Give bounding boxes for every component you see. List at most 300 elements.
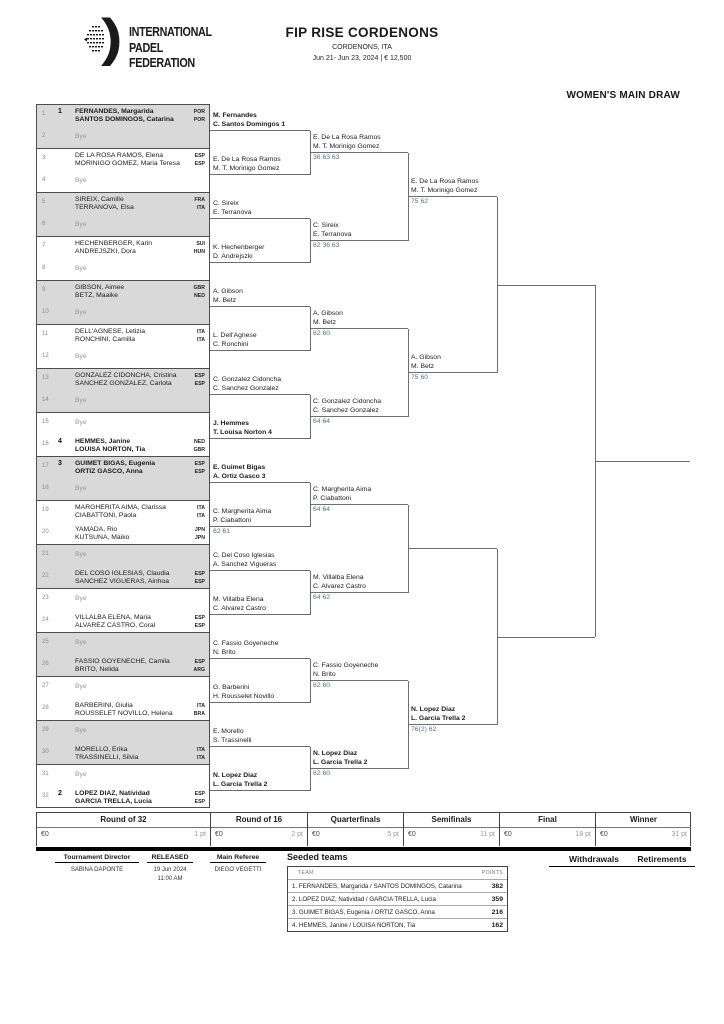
- r16-entry: [210, 243, 310, 263]
- advancing-team: L. Dell'Agnese C. Ronchini: [213, 332, 257, 348]
- result-line: [210, 350, 310, 351]
- team-names: BARBERINI, Giulia ROUSSELET NOVILLO, Helena: [75, 701, 173, 718]
- advancing-team: M. Fernandes C. Santos Domingos 1: [213, 112, 286, 128]
- match-score: 64 64: [313, 506, 331, 513]
- slot-number: 23: [42, 595, 49, 601]
- bye-label: Bye: [75, 133, 87, 140]
- result-line: [408, 548, 497, 549]
- advancing-team: E. De La Rosa Ramos M. T. Morinigo Gomez: [313, 134, 381, 150]
- r32-pair-group: [36, 544, 210, 589]
- seed-number: 1: [58, 108, 62, 115]
- legend-column: [36, 813, 210, 846]
- advancing-team: K. Hechenberger D. Andrejszki: [213, 244, 265, 260]
- team-names: GONZALEZ CIDONCHA, Cristina SANCHEZ GONZALEZ, Carlota: [75, 371, 177, 388]
- bye-label: Bye: [75, 727, 87, 734]
- final-line: [497, 637, 595, 638]
- qf-entry: [310, 397, 408, 425]
- legend-round-label: Round of 32: [100, 815, 147, 824]
- country-codes: ITA ITA: [197, 328, 205, 344]
- r32-team-slot: [37, 699, 209, 721]
- slot-number: 18: [42, 485, 49, 491]
- result-line: [210, 130, 310, 131]
- team-names: YAMADA, Rio KUTSUNA, Maiko: [75, 525, 130, 542]
- r32-pair-group: [36, 632, 210, 677]
- country-codes: ESP ESP: [194, 790, 205, 806]
- released-time: 11:00 AM: [157, 876, 183, 882]
- result-line: [210, 746, 310, 747]
- legend-divider: [37, 827, 210, 828]
- legend-points: 18 pt: [575, 831, 591, 838]
- legend-divider: [500, 827, 595, 828]
- advancing-team: N. Lopez Diaz L. Garcia Trella 2: [411, 706, 466, 722]
- bye-label: Bye: [75, 221, 87, 228]
- r16-entry: [210, 727, 310, 747]
- r32-team-slot: [37, 501, 209, 523]
- result-line: [210, 262, 310, 263]
- advancing-team: C. Gonzalez Cidoncha C. Sanchez Gonzalez: [213, 376, 282, 392]
- slot-number: 31: [42, 771, 49, 777]
- country-codes: GBR NED: [193, 284, 205, 300]
- draw-title: WOMEN'S MAIN DRAW: [566, 90, 680, 101]
- match-score: 64 64: [313, 418, 331, 425]
- r32-pair-group: [36, 368, 210, 413]
- r32-pair-group: [36, 148, 210, 193]
- r32-bye-slot: [37, 303, 209, 325]
- legend-round-label: Round of 16: [235, 815, 283, 824]
- r32-team-slot: [37, 435, 209, 457]
- advancing-team: C. Sireix E. Terranova: [313, 222, 352, 238]
- advancing-team: C. Gonzalez Cidoncha C. Sanchez Gonzalez: [313, 398, 382, 414]
- connector-qf: [408, 681, 409, 769]
- advancing-team: M. Villalba Elena C. Alvarez Castro: [313, 574, 366, 590]
- legend-points: 11 pt: [479, 831, 495, 838]
- r32-bye-slot: [37, 589, 209, 611]
- advancing-team: A. Gibson M. Betz: [213, 288, 243, 304]
- seeded-team-name: 3. GUIMET BIGAS, Eugenia / ORTIZ GASCO, Anna: [292, 909, 435, 916]
- result-line: [210, 482, 310, 483]
- result-line: [210, 438, 310, 439]
- slot-number: 21: [42, 551, 49, 557]
- team-names: FASSIO GOYENECHE, Camila BRITO, Nelida: [75, 657, 170, 674]
- country-codes: NED GBR: [193, 438, 205, 454]
- bye-label: Bye: [75, 177, 87, 184]
- match-score: 62 61: [213, 528, 231, 535]
- seeded-table-header: [288, 867, 507, 879]
- legend-column: [210, 813, 307, 846]
- points-legend: [36, 812, 691, 846]
- r32-bye-slot: [37, 765, 209, 787]
- bye-label: Bye: [75, 595, 87, 602]
- slot-number: 26: [42, 661, 49, 667]
- r16-entry: [210, 595, 310, 615]
- r32-pair-group: [36, 588, 210, 633]
- legend-divider: [404, 827, 499, 828]
- r16-entry: [210, 639, 310, 659]
- r32-team-slot: [37, 325, 209, 347]
- r32-team-slot: [37, 567, 209, 589]
- sf-entry: [408, 177, 497, 205]
- slot-number: 24: [42, 617, 49, 623]
- r32-pair-group: [36, 456, 210, 501]
- r16-entry: [210, 683, 310, 703]
- seeded-team-name: 2. LOPEZ DIAZ, Natividad / GARCIA TRELLA, Lucia: [292, 896, 436, 903]
- r32-bye-slot: [37, 545, 209, 567]
- legend-prize: €0: [312, 831, 320, 838]
- r32-pair-group: [36, 412, 210, 457]
- result-line: [210, 174, 310, 175]
- seeded-team-points: 382: [491, 882, 503, 890]
- team-names: VILLALBA ELENA, Maria ALVAREZ CASTRO, Coral: [75, 613, 156, 630]
- country-codes: ITA ITA: [197, 504, 205, 520]
- main-referee-label: Main Referee: [210, 854, 266, 863]
- result-line: [310, 152, 408, 153]
- legend-prize: €0: [215, 831, 223, 838]
- legend-points: 5 pt: [387, 831, 399, 838]
- result-line: [210, 790, 310, 791]
- result-line: [210, 614, 310, 615]
- slot-number: 30: [42, 749, 49, 755]
- seeded-team-row: [288, 892, 507, 905]
- seeded-team-name: 4. HEMMES, Janine / LOUISA NORTON, Tia: [292, 922, 416, 929]
- r32-bye-slot: [37, 347, 209, 369]
- slot-number: 22: [42, 573, 49, 579]
- main-referee-name: DIEGO VEGETTI: [214, 867, 262, 873]
- team-names: DE LA ROSA RAMOS, Elena MORINIGO GOMEZ, Maria Teresa: [75, 151, 180, 168]
- result-line: [310, 680, 408, 681]
- legend-prize: €0: [600, 831, 608, 838]
- winner-line: [595, 461, 690, 462]
- r16-entry: [210, 331, 310, 351]
- divider-bar: [36, 847, 691, 851]
- match-score: 62 36 63: [313, 242, 340, 249]
- country-codes: ESP ARG: [193, 658, 205, 674]
- r16-entry: [210, 199, 310, 219]
- legend-column: [595, 813, 691, 846]
- match-score: 75 60: [411, 374, 429, 381]
- tournament-director-label: Tournament Director: [55, 854, 139, 863]
- advancing-team: J. Hemmes T. Louisa Norton 4: [213, 420, 272, 436]
- r32-pair-group: [36, 764, 210, 808]
- team-names: GIBSON, Aimee BETZ, Maaike: [75, 283, 125, 300]
- legend-column: [499, 813, 595, 846]
- r32-bye-slot: [37, 677, 209, 699]
- r32-team-slot: [37, 743, 209, 765]
- r32-pair-group: [36, 104, 210, 149]
- r32-pair-group: [36, 720, 210, 765]
- slot-number: 27: [42, 683, 49, 689]
- match-score: 62 60: [313, 330, 331, 337]
- r32-bye-slot: [37, 721, 209, 743]
- qf-entry: [310, 661, 408, 689]
- connector-qf: [408, 505, 409, 593]
- country-codes: ESP ESP: [194, 372, 205, 388]
- advancing-team: C. Fassio Goyeneche N. Brito: [213, 640, 279, 656]
- connector-r16: [310, 483, 311, 527]
- qf-entry: [310, 309, 408, 337]
- legend-column: [307, 813, 403, 846]
- r32-team-slot: [37, 281, 209, 303]
- slot-number: 25: [42, 639, 49, 645]
- match-score: 36 63 63: [313, 154, 340, 161]
- released-label: RELEASED: [147, 854, 193, 863]
- team-names: DEL COSO IGLESIAS, Claudia SANCHEZ VIGUERAS, Ainhoa: [75, 569, 170, 586]
- seeded-team-points: 359: [491, 895, 503, 903]
- team-column-header: TEAM: [298, 870, 314, 876]
- r32-team-slot: [37, 655, 209, 677]
- legend-points: 2 pt: [291, 831, 303, 838]
- tournament-location: CORDENONS, ITA: [332, 44, 392, 51]
- country-codes: FRA ITA: [194, 196, 205, 212]
- slot-number: 29: [42, 727, 49, 733]
- slot-number: 17: [42, 463, 49, 469]
- result-line: [310, 768, 408, 769]
- legend-round-label: Winner: [629, 815, 658, 824]
- seed-number: 3: [58, 460, 62, 467]
- r32-bye-slot: [37, 633, 209, 655]
- legend-points: 1 pt: [194, 831, 206, 838]
- country-codes: ESP ESP: [194, 152, 205, 168]
- seeded-team-points: 162: [491, 921, 503, 929]
- r32-team-slot: [37, 457, 209, 479]
- result-line: [210, 702, 310, 703]
- bye-label: Bye: [75, 309, 87, 316]
- result-line: [310, 592, 408, 593]
- released-date: 19 Jun 2024: [153, 867, 187, 873]
- withdrawals-label: Withdrawals: [549, 854, 639, 867]
- slot-number: 10: [42, 309, 49, 315]
- result-line: [310, 416, 408, 417]
- slot-number: 20: [42, 529, 49, 535]
- match-score: 76(2) 62: [411, 726, 437, 733]
- r16-entry: [210, 551, 310, 571]
- country-codes: ESP ESP: [194, 460, 205, 476]
- qf-entry: [310, 485, 408, 513]
- r32-team-slot: [37, 105, 209, 127]
- slot-number: 11: [42, 331, 49, 337]
- sf-entry: [408, 353, 497, 381]
- legend-round-label: Semifinals: [431, 815, 472, 824]
- slot-number: 16: [42, 441, 49, 447]
- r16-entry: [210, 463, 310, 483]
- bye-label: Bye: [75, 397, 87, 404]
- legend-prize: €0: [408, 831, 416, 838]
- seed-number: 2: [58, 790, 62, 797]
- legend-divider: [596, 827, 691, 828]
- result-line: [408, 372, 497, 373]
- team-names: FERNANDES, Margarida SANTOS DOMINGOS, Catarina: [75, 107, 174, 124]
- result-line: [310, 328, 408, 329]
- match-score: 62 60: [313, 682, 331, 689]
- r32-bye-slot: [37, 171, 209, 193]
- legend-prize: €0: [41, 831, 49, 838]
- qf-entry: [310, 133, 408, 161]
- r32-team-slot: [37, 787, 209, 809]
- r32-team-slot: [37, 523, 209, 545]
- r32-bye-slot: [37, 127, 209, 149]
- advancing-team: E. Guimet Bigas A. Ortiz Gasco 3: [213, 464, 266, 480]
- result-line: [210, 570, 310, 571]
- country-codes: ESP ESP: [194, 614, 205, 630]
- result-line: [310, 240, 408, 241]
- advancing-team: E. De La Rosa Ramos M. T. Morinigo Gomez: [213, 156, 281, 172]
- connector-qf: [408, 153, 409, 241]
- result-line: [210, 526, 310, 527]
- team-names: HECHENBERGER, Karin ANDREJSZKI, Dora: [75, 239, 153, 256]
- ipf-logo-wordmark: INTERNATIONAL PADEL FEDERATION: [129, 24, 212, 71]
- connector-sf: [497, 197, 498, 373]
- r32-team-slot: [37, 149, 209, 171]
- legend-round-label: Quarterfinals: [330, 815, 381, 824]
- country-codes: ITA BRA: [193, 702, 205, 718]
- advancing-team: C. Del Coso Iglesias A. Sanchez Vigueras: [213, 552, 277, 568]
- connector-r16: [310, 571, 311, 615]
- result-line: [210, 658, 310, 659]
- result-line: [408, 724, 497, 725]
- r32-pair-group: [36, 324, 210, 369]
- match-score: 64 62: [313, 594, 331, 601]
- slot-number: 6: [42, 221, 46, 227]
- country-codes: ESP ESP: [194, 570, 205, 586]
- connector-qf: [408, 329, 409, 417]
- seeded-teams-label: Seeded teams: [287, 852, 348, 862]
- r16-entry: [210, 287, 310, 307]
- connector-r16: [310, 659, 311, 703]
- result-line: [310, 504, 408, 505]
- advancing-team: A. Gibson M. Betz: [313, 310, 343, 326]
- r32-pair-group: [36, 192, 210, 237]
- r32-pair-group: [36, 500, 210, 545]
- bye-label: Bye: [75, 353, 87, 360]
- seed-number: 4: [58, 438, 62, 445]
- r32-bye-slot: [37, 215, 209, 237]
- final-line: [497, 285, 595, 286]
- r32-bye-slot: [37, 259, 209, 281]
- r32-team-slot: [37, 193, 209, 215]
- slot-number: 3: [42, 155, 46, 161]
- seeded-team-points: 216: [491, 908, 503, 916]
- country-codes: JPN JPN: [194, 526, 205, 542]
- slot-number: 15: [42, 419, 49, 425]
- seeded-team-row: [288, 905, 507, 918]
- slot-number: 8: [42, 265, 46, 271]
- slot-number: 13: [42, 375, 49, 381]
- slot-number: 19: [42, 507, 49, 513]
- r16-entry: [210, 419, 310, 439]
- r32-team-slot: [37, 237, 209, 259]
- legend-divider: [308, 827, 403, 828]
- country-codes: ITA ITA: [197, 746, 205, 762]
- slot-number: 12: [42, 353, 49, 359]
- connector-r16: [310, 747, 311, 791]
- advancing-team: G. Barberini H. Rousselet Novillo: [213, 684, 275, 700]
- tournament-title: FIP RISE CORDENONS: [285, 25, 439, 40]
- connector-r16: [310, 395, 311, 439]
- qf-entry: [310, 573, 408, 601]
- legend-points: 31 pt: [671, 831, 687, 838]
- r32-bye-slot: [37, 479, 209, 501]
- slot-number: 7: [42, 243, 46, 249]
- country-codes: POR POR: [193, 108, 205, 124]
- team-names: HEMMES, Janine LOUISA NORTON, Tia: [75, 437, 146, 454]
- advancing-team: N. Lopez Diaz L. Garcia Trella 2: [213, 772, 268, 788]
- sf-entry: [408, 529, 497, 549]
- slot-number: 9: [42, 287, 46, 293]
- r32-pair-group: [36, 280, 210, 325]
- r32-bye-slot: [37, 413, 209, 435]
- result-line: [210, 306, 310, 307]
- bye-label: Bye: [75, 551, 87, 558]
- slot-number: 14: [42, 397, 49, 403]
- r16-entry: [210, 375, 310, 395]
- team-names: MARGHERITA AIMA, Clarissa CIABATTONI, Paola: [75, 503, 166, 520]
- team-names: LOPEZ DIAZ, Natividad GARCIA TRELLA, Lucia: [75, 789, 152, 806]
- slot-number: 1: [42, 111, 46, 117]
- advancing-team: N. Lopez Diaz L. Garcia Trella 2: [313, 750, 368, 766]
- slot-number: 32: [42, 793, 49, 799]
- legend-column: [403, 813, 499, 846]
- points-column-header: POINTS: [481, 869, 503, 876]
- r16-entry: [210, 507, 310, 535]
- match-score: 75 62: [411, 198, 429, 205]
- ipf-logo-paren: ): [101, 9, 123, 67]
- team-names: GUIMET BIGAS, Eugenia ORTIZ GASCO, Anna: [75, 459, 156, 476]
- bye-label: Bye: [75, 265, 87, 272]
- bye-label: Bye: [75, 419, 87, 426]
- seeded-team-row: [288, 879, 507, 892]
- r32-team-slot: [37, 611, 209, 633]
- retirements-label: Retirements: [629, 854, 695, 867]
- slot-number: 28: [42, 705, 49, 711]
- connector-final: [595, 285, 596, 637]
- slot-number: 2: [42, 133, 46, 139]
- legend-round-label: Final: [538, 815, 557, 824]
- country-codes: SUI HUN: [193, 240, 205, 256]
- qf-entry: [310, 749, 408, 777]
- r16-entry: [210, 155, 310, 175]
- advancing-team: C. Fassio Goyeneche N. Brito: [313, 662, 379, 678]
- qf-entry: [310, 221, 408, 249]
- connector-r16: [310, 219, 311, 263]
- advancing-team: M. Villalba Elena C. Alvarez Castro: [213, 596, 266, 612]
- result-line: [408, 196, 497, 197]
- r32-bye-slot: [37, 391, 209, 413]
- bye-label: Bye: [75, 771, 87, 778]
- advancing-team: E. Morello S. Trassinelli: [213, 728, 252, 744]
- result-line: [210, 394, 310, 395]
- team-names: SIREIX, Camille TERRANOVA, Elsa: [75, 195, 134, 212]
- legend-divider: [211, 827, 307, 828]
- slot-number: 4: [42, 177, 46, 183]
- connector-r16: [310, 307, 311, 351]
- r32-pair-group: [36, 236, 210, 281]
- bye-label: Bye: [75, 683, 87, 690]
- tournament-dates-prize: Jun 21- Jun 23, 2024 | € 12,500: [312, 55, 412, 62]
- r32-team-slot: [37, 369, 209, 391]
- advancing-team: C. Margherita Aima P. Ciabattoni: [213, 508, 272, 524]
- legend-prize: €0: [504, 831, 512, 838]
- sf-entry: [408, 705, 497, 733]
- team-names: MORELLO, Erika TRASSINELLI, Silvia: [75, 745, 139, 762]
- connector-r16: [310, 131, 311, 175]
- seeded-teams-table: [287, 866, 508, 932]
- advancing-team: C. Sireix E. Terranova: [213, 200, 252, 216]
- tournament-director-name: SABINA DAPONTE: [70, 867, 124, 873]
- advancing-team: A. Gibson M. Betz: [411, 354, 441, 370]
- r32-pair-group: [36, 676, 210, 721]
- result-line: [210, 218, 310, 219]
- advancing-team: E. De La Rosa Ramos M. T. Morinigo Gomez: [411, 178, 479, 194]
- slot-number: 5: [42, 199, 46, 205]
